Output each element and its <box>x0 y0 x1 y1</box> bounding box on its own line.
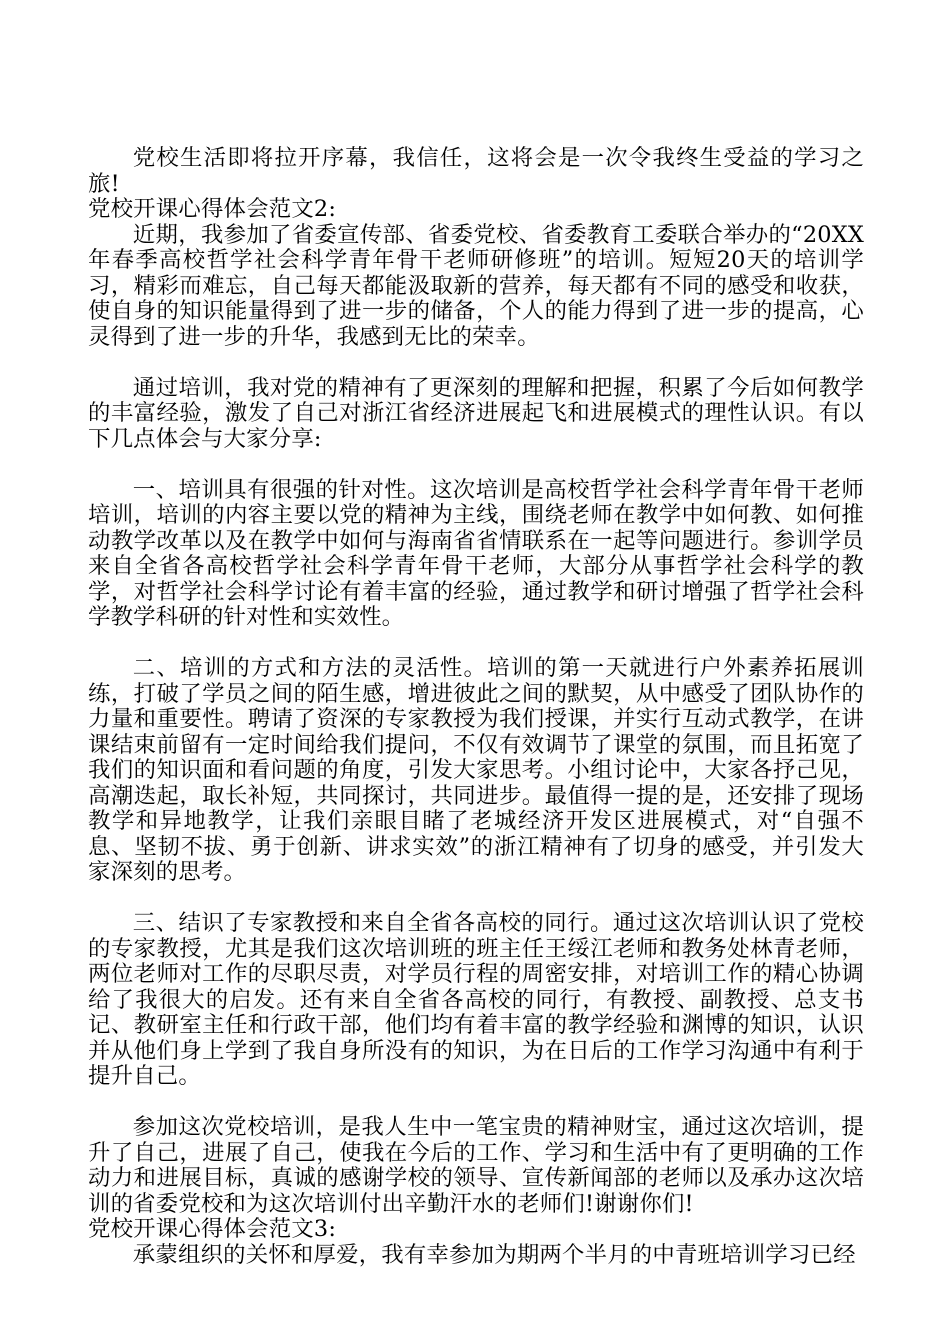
intro-paragraph: 党校生活即将拉开序幕，我信任，这将会是一次令我终生受益的学习之旅! <box>88 145 864 197</box>
paragraph-sample-3-start: 承蒙组织的关怀和厚爱，我有幸参加为期两个半月的中青班培训学习已经 <box>132 1241 856 1268</box>
paragraph-recent-training: 近期，我参加了省委宣传部、省委党校、省委教育工委联合举办的“20XX年春季高校哲学社会科学青年骨干老师研修班”的培训。短短20天的培训学习，精彩而难忘，自己每天都能汲取新的营养，每天都有不同的感受和收获，使自身的知识能量得到了进一步的储备，个人的能力得到了进一步的提高，心灵得到了进一步的升华，我感到无比的荣幸。 <box>88 221 864 350</box>
paragraph-point-one: 一、培训具有很强的针对性。这次培训是高校哲学社会科学青年骨干老师培训，培训的内容主要以党的精神为主线，围绕老师在教学中如何教、如何推动教学改革以及在教学中如何与海南省省情联系在一起等问题进行。参训学员来自全省各高校哲学社会科学青年骨干老师，大部分从事哲学社会科学的教学，对哲学社会科学讨论有着丰富的经验，通过教学和研讨增强了哲学社会科学教学科研的针对性和实效性。 <box>88 476 864 630</box>
section-heading-2: 党校开课心得体会范文2: <box>88 196 337 222</box>
paragraph-through-training: 通过培训，我对党的精神有了更深刻的理解和把握，积累了今后如何教学的丰富经验，激发了自己对浙江省经济进展起飞和进展模式的理性认识。有以下几点体会与大家分享: <box>88 374 864 452</box>
document-body <box>88 146 864 1268</box>
paragraph-point-three: 三、结识了专家教授和来自全省各高校的同行。通过这次培训认识了党校的专家教授，尤其是我们这次培训班的班主任王绥江老师和教务处林青老师，两位老师对工作的尽职尽责，对学员行程的周密安排，对培训工作的精心协调给了我很大的启发。还有来自全省各高校的同行，有教授、副教授、总支书记、教研室主任和行政干部，他们均有着丰富的教学经验和渊博的知识，认识并从他们身上学到了我自身所没有的知识，为在日后的工作学习沟通中有利于提升自己。 <box>88 910 864 1089</box>
paragraph-point-two: 二、培训的方式和方法的灵活性。培训的第一天就进行户外素养拓展训练，打破了学员之间的陌生感，增进彼此之间的默契，从中感受了团队协作的力量和重要性。聘请了资深的专家教授为我们授课，并实行互动式教学，在讲课结束前留有一定时间给我们提问，不仅有效调节了课堂的氛围，而且拓宽了我们的知识面和看问题的角度，引发大家思考。小组讨论中，大家各抒己见，高潮迭起，取长补短，共同探讨，共同进步。最值得一提的是，还安排了现场教学和异地教学，让我们亲眼目睹了老城经济开发区进展模式，对“自强不息、坚韧不拔、勇于创新、讲求实效”的浙江精神有了切身的感受，并引发大家深刻的思考。 <box>88 655 864 885</box>
paragraph-conclusion: 参加这次党校培训，是我人生中一笔宝贵的精神财宝，通过这次培训，提升了自己，进展了自己，使我在今后的工作、学习和生活中有了更明确的工作动力和进展目标，真诚的感谢学校的领导、宣传新闻部的老师以及承办这次培训的省委党校和为这次培训付出辛勤汗水的老师们!谢谢你们! <box>88 1114 864 1217</box>
section-heading-3: 党校开课心得体会范文3: <box>88 1216 337 1242</box>
